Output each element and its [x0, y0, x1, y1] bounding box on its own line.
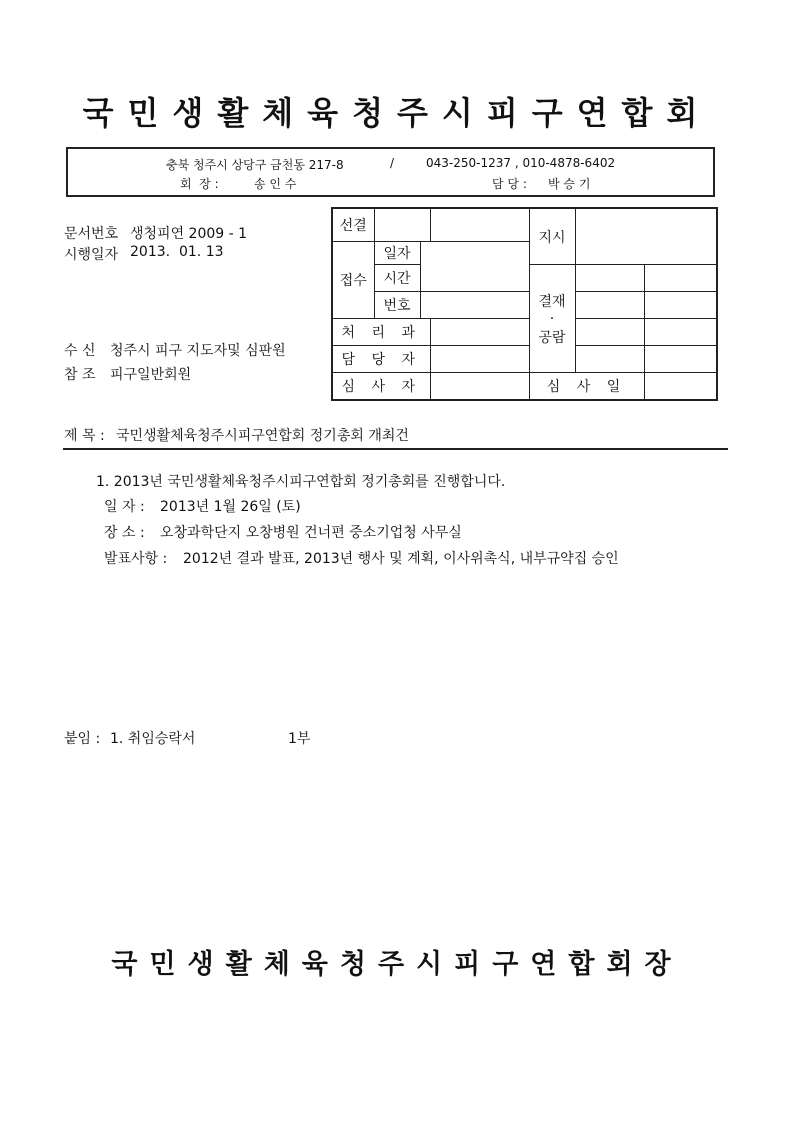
manager-name: 박 승 기 — [548, 177, 591, 191]
issue-date-label: 시행일자 — [64, 247, 119, 263]
gyeoljae-cell-4b — [644, 346, 717, 373]
manager-label: 담 당 : — [492, 177, 527, 191]
agenda-label: 발표사항 : — [104, 551, 168, 567]
attachment-count: 1부 — [288, 731, 311, 747]
issue-date: 2013. 01. 13 — [130, 244, 224, 260]
association-phone: 043-250-1237 , 010-4878-6402 — [426, 156, 616, 170]
event-date: 2013년 1월 26일 (토) — [160, 499, 301, 515]
letterhead-box — [66, 147, 715, 197]
event-place-label: 장 소 : — [104, 525, 145, 541]
approval-table — [331, 207, 718, 401]
simsail-cell — [644, 373, 717, 401]
damdangja-label: 담 당 자 — [332, 346, 430, 373]
president-label: 회 장 : — [180, 177, 219, 191]
doc-number-label: 문서번호 — [64, 226, 119, 242]
footer-signature: 국민생활체육청주시피구연합회장 — [111, 949, 683, 980]
gongram-text: 공람 — [538, 329, 566, 346]
recipient: 청주시 피구 지도자및 심판원 — [110, 343, 286, 359]
jisi-label: 지시 — [529, 208, 575, 265]
subject-label: 제 목 : — [64, 428, 105, 444]
damdangja-cell — [430, 346, 529, 373]
event-place: 오창과학단지 오창병원 건너편 중소기업청 사무실 — [160, 525, 462, 541]
attachment-item: 1. 취임승락서 — [110, 731, 196, 747]
cheoripa-cell — [430, 319, 529, 346]
seongyeol-label: 선결 — [332, 208, 374, 242]
attachment-label: 붙임 : — [64, 731, 101, 747]
simsail-label: 심 사 일 — [529, 373, 644, 401]
jeopsu-label: 접수 — [332, 242, 374, 319]
gyeoljae-text: 결재 — [538, 293, 566, 310]
document-title: 국민생활체육청주시피구연합회 — [82, 94, 712, 132]
sigan-label: 시간 — [374, 265, 420, 292]
body-line-1: 1. 2013년 국민생활체육청주시피구연합회 정기총회를 진행합니다. — [96, 474, 506, 490]
gyeoljae-cell-2a — [575, 292, 644, 319]
event-date-label: 일 자 : — [104, 499, 145, 515]
subject-divider — [63, 448, 728, 450]
reference: 피구일반회원 — [110, 367, 192, 383]
jeopsu-date-time-cell — [420, 242, 529, 292]
reference-label: 참 조 — [64, 367, 96, 383]
agenda: 2012년 결과 발표, 2013년 행사 및 계획, 이사위촉식, 내부규약집 승인 — [183, 551, 619, 567]
recipient-label: 수 신 — [64, 343, 96, 359]
beonho-label: 번호 — [374, 292, 420, 319]
gyeoljae-dot: · — [549, 310, 555, 327]
beonho-cell — [420, 292, 529, 319]
gyeoljae-cell-4a — [575, 346, 644, 373]
jisi-cell — [575, 208, 717, 265]
gyeoljae-cell-1b — [644, 265, 717, 292]
doc-number: 생청피연 2009 - 1 — [130, 226, 248, 242]
seongyeol-cell-2 — [430, 208, 529, 242]
gyeoljae-cell-1a — [575, 265, 644, 292]
gyeoljae-cell-3b — [644, 319, 717, 346]
gyeoljae-cell-2b — [644, 292, 717, 319]
cheoripa-label: 처 리 과 — [332, 319, 430, 346]
association-address: 충북 청주시 상당구 금천동 217-8 — [166, 158, 344, 172]
president-name: 송 인 수 — [254, 177, 297, 191]
ilja-label: 일자 — [374, 242, 420, 265]
header-separator: / — [390, 156, 395, 170]
gyeoljae-cell-3a — [575, 319, 644, 346]
simsaja-label: 심 사 자 — [332, 373, 430, 401]
simsaja-cell — [430, 373, 529, 401]
gyeoljae-label — [529, 265, 575, 373]
seongyeol-cell-1 — [374, 208, 430, 242]
subject-text: 국민생활체육청주시피구연합회 정기총회 개최건 — [116, 428, 409, 444]
